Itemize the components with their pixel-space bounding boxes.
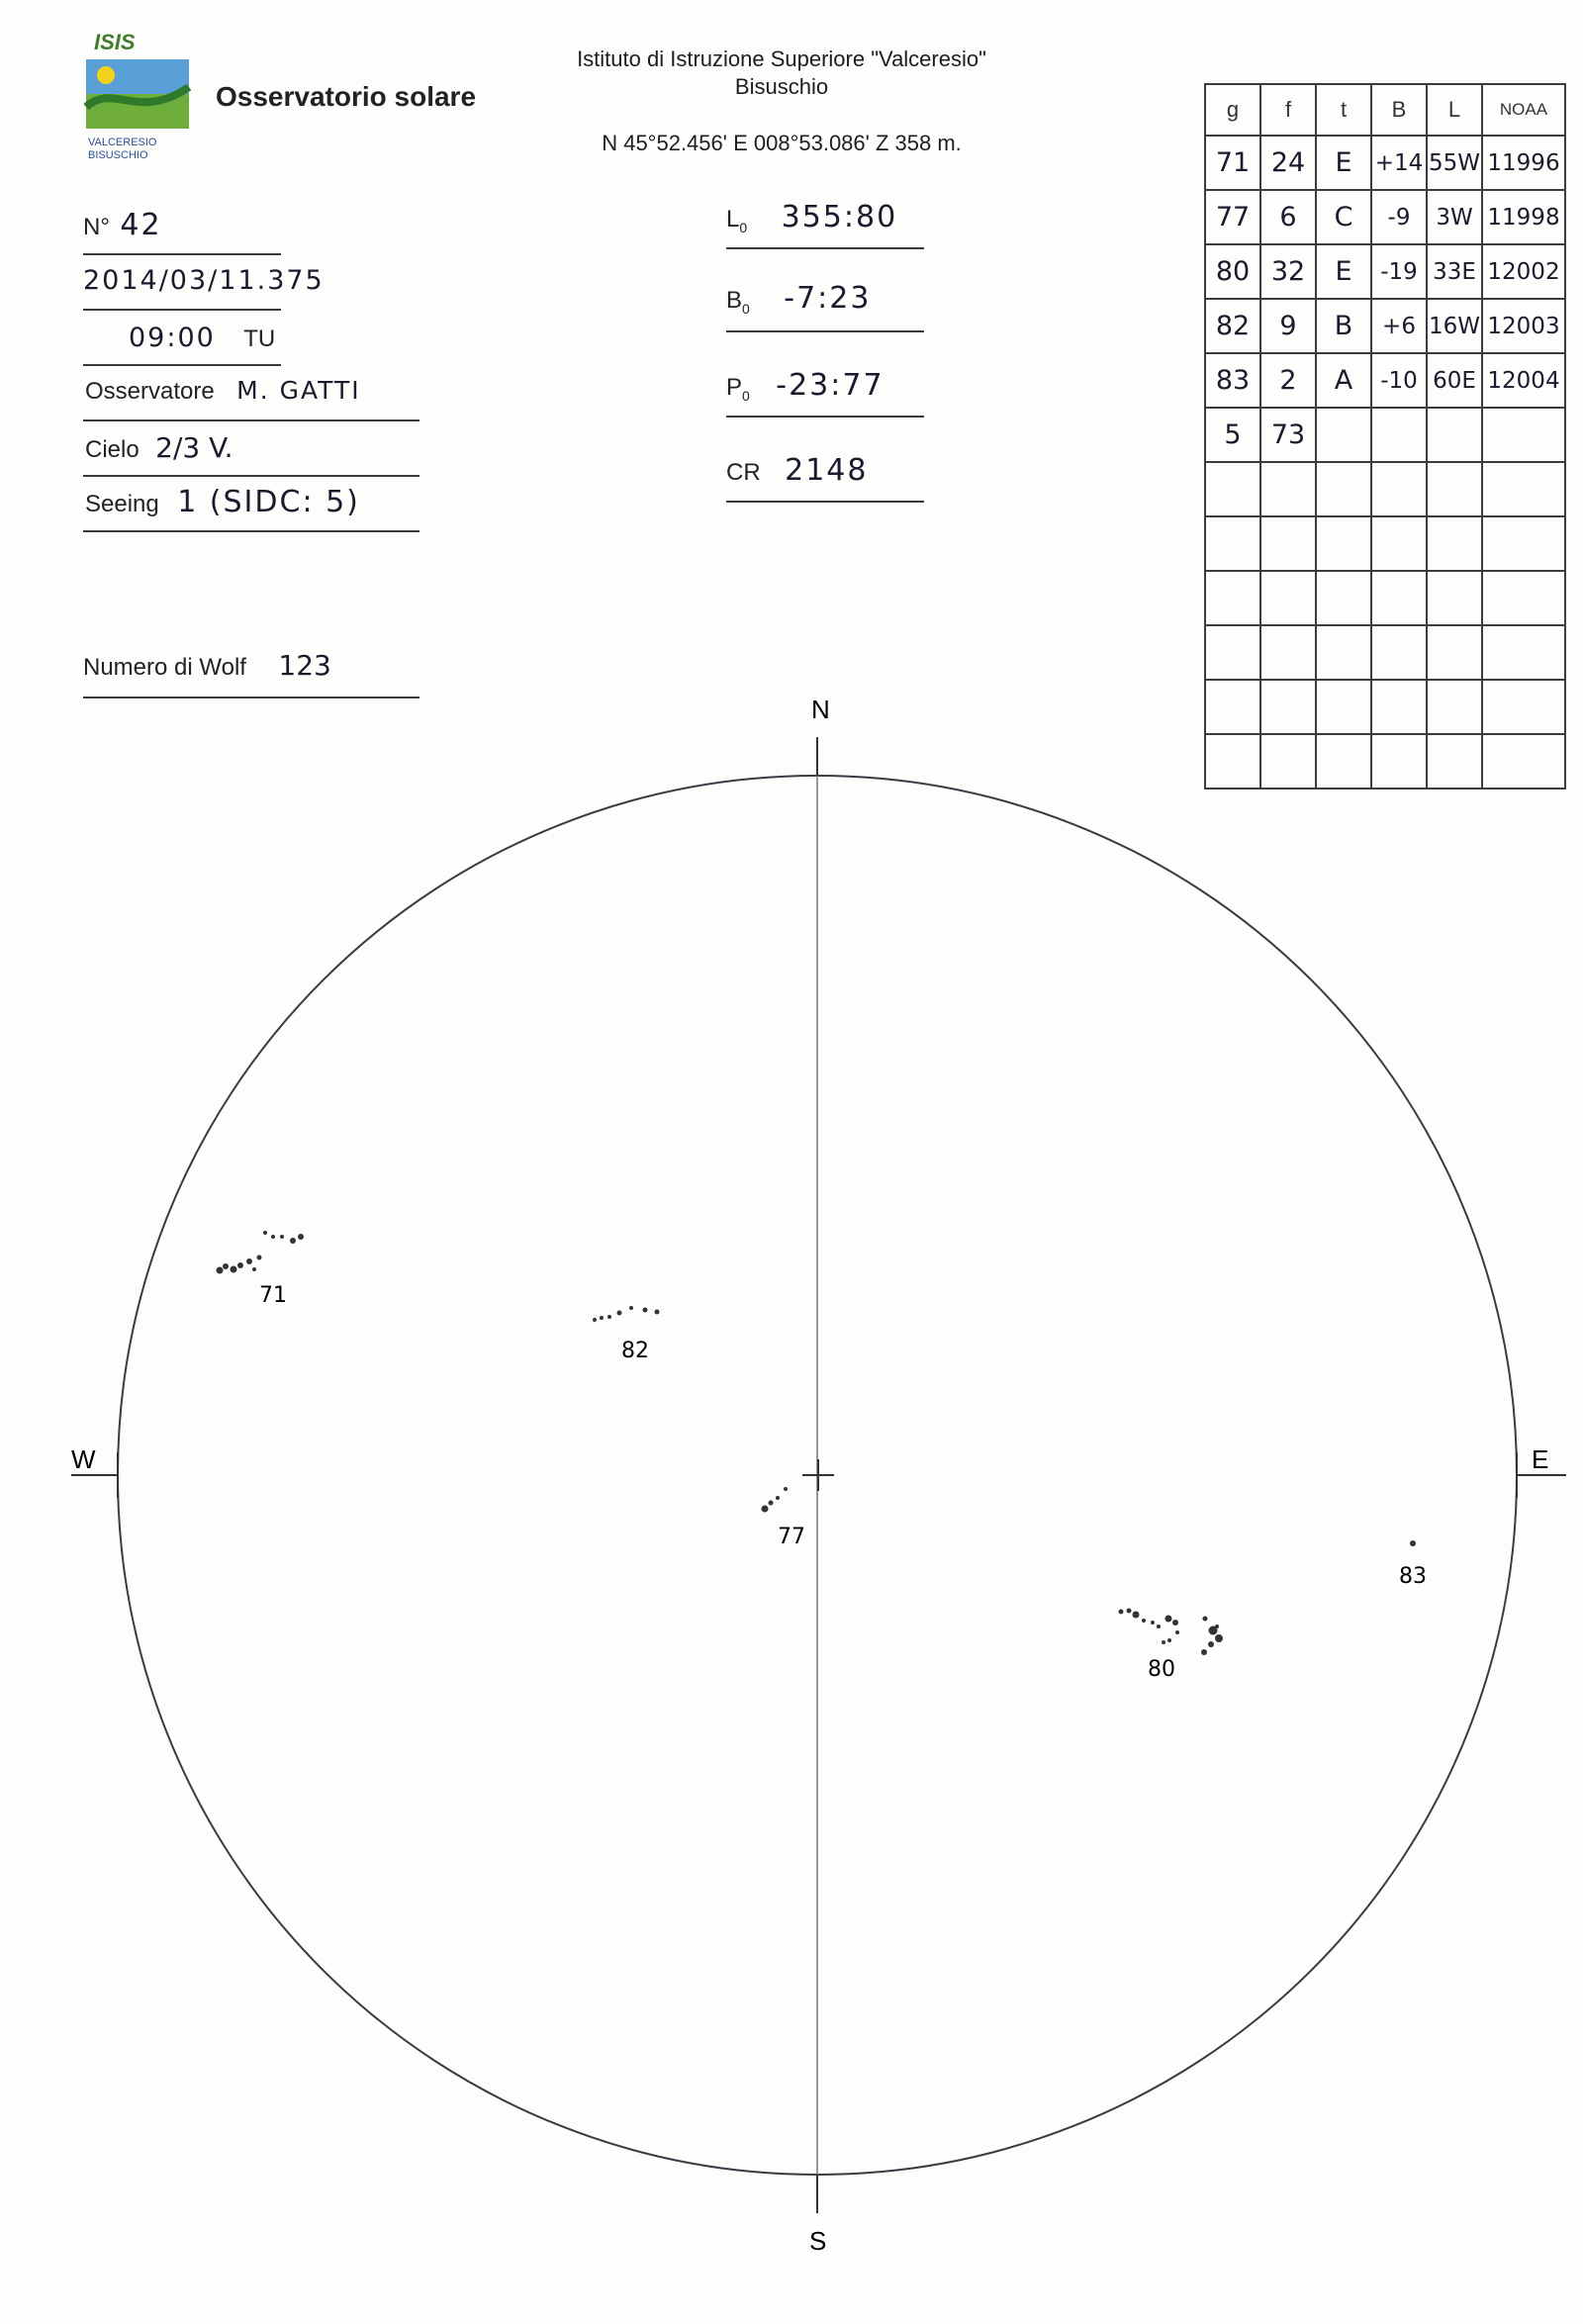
table-header-cell: L (1427, 84, 1482, 136)
record-number-value: 42 (120, 208, 162, 242)
table-cell: 60E (1427, 353, 1482, 408)
table-cell: -10 (1371, 353, 1427, 408)
svg-text:ISIS: ISIS (94, 30, 136, 54)
table-cell: E (1316, 244, 1371, 299)
table-cell: 77 (1205, 190, 1260, 244)
table-header-cell: f (1260, 84, 1316, 136)
table-cell: -19 (1371, 244, 1427, 299)
table-cell: 73 (1260, 408, 1316, 462)
group-label-71: 71 (259, 1283, 287, 1308)
svg-text:BISUSCHIO: BISUSCHIO (88, 149, 148, 161)
group-label-83: 83 (1399, 1564, 1427, 1589)
cr-value: 2148 (785, 453, 869, 488)
north-label: N (811, 695, 830, 724)
svg-text:VALCERESIO: VALCERESIO (88, 137, 157, 148)
south-label: S (809, 2226, 827, 2256)
table-header-cell: B (1371, 84, 1427, 136)
east-label: E (1532, 1444, 1549, 1474)
table-header-cell: NOAA (1482, 84, 1565, 136)
sunspot-group-77 (762, 1487, 789, 1513)
sunspot-group-82 (593, 1306, 660, 1322)
institution-town: Bisuschio (734, 74, 829, 99)
b0-value: -7:23 (784, 281, 872, 316)
table-header-cell: t (1316, 84, 1371, 136)
table-cell: 12004 (1482, 353, 1565, 408)
west-label: W (71, 1444, 96, 1474)
table-cell: 16W (1427, 299, 1482, 353)
institution-name: Istituto di Istruzione Superiore "Valceresio" (577, 46, 986, 71)
p0-label: P (726, 374, 743, 401)
l0-label: L (726, 206, 740, 232)
table-cell: E (1316, 136, 1371, 190)
observer-value: M. GATTI (236, 376, 361, 405)
record-number-label: N° (83, 214, 110, 240)
wolf-value: 123 (278, 649, 331, 682)
p0-subscript: 0 (742, 387, 750, 404)
table-cell: 11996 (1482, 136, 1565, 190)
table-cell: 24 (1260, 136, 1316, 190)
sunspot-group-80 (1119, 1609, 1224, 1656)
seeing-value: 1 (SIDC: 5) (177, 485, 360, 519)
table-cell: 5 (1205, 408, 1260, 462)
table-cell: 71 (1205, 136, 1260, 190)
table-header-cell: g (1205, 84, 1260, 136)
table-cell: 12002 (1482, 244, 1565, 299)
group-label-77: 77 (778, 1525, 805, 1549)
table-cell: C (1316, 190, 1371, 244)
table-cell: 33E (1427, 244, 1482, 299)
table-cell: 12003 (1482, 299, 1565, 353)
table-cell: 11998 (1482, 190, 1565, 244)
l0-value: 355:80 (781, 200, 898, 234)
table-cell: 83 (1205, 353, 1260, 408)
sky-value: 2/3 V. (155, 431, 233, 464)
table-cell: 2 (1260, 353, 1316, 408)
b0-subscript: 0 (742, 300, 750, 317)
table-cell: 82 (1205, 299, 1260, 353)
b0-label: B (726, 287, 743, 314)
sunspot-group-83 (1410, 1540, 1416, 1546)
table-cell: B (1316, 299, 1371, 353)
table-cell: 80 (1205, 244, 1260, 299)
seeing-label: Seeing (85, 491, 159, 517)
table-cell: +6 (1371, 299, 1427, 353)
p0-value: -23:77 (776, 368, 885, 403)
record-time-value: 09:00 (129, 323, 216, 353)
table-cell: 9 (1260, 299, 1316, 353)
table-cell: 6 (1260, 190, 1316, 244)
group-label-82: 82 (621, 1339, 649, 1363)
table-cell: +14 (1371, 136, 1427, 190)
station-coordinates: N 45°52.456' E 008°53.086' Z 358 m. (602, 131, 962, 155)
sunspot-group-71 (217, 1231, 305, 1274)
group-label-80: 80 (1148, 1657, 1175, 1682)
table-cell: 3W (1427, 190, 1482, 244)
table-cell: -9 (1371, 190, 1427, 244)
record-time-unit: TU (243, 325, 276, 352)
cr-label: CR (726, 459, 761, 486)
wolf-label: Numero di Wolf (83, 654, 246, 681)
table-cell: 55W (1427, 136, 1482, 190)
table-cell: A (1316, 353, 1371, 408)
table-cell: 32 (1260, 244, 1316, 299)
observer-label: Osservatore (85, 378, 215, 405)
observatory-title: Osservatorio solare (216, 81, 477, 112)
record-date: 2014/03/11.375 (83, 265, 325, 296)
l0-subscript: 0 (739, 219, 748, 235)
sky-label: Cielo (85, 436, 140, 463)
